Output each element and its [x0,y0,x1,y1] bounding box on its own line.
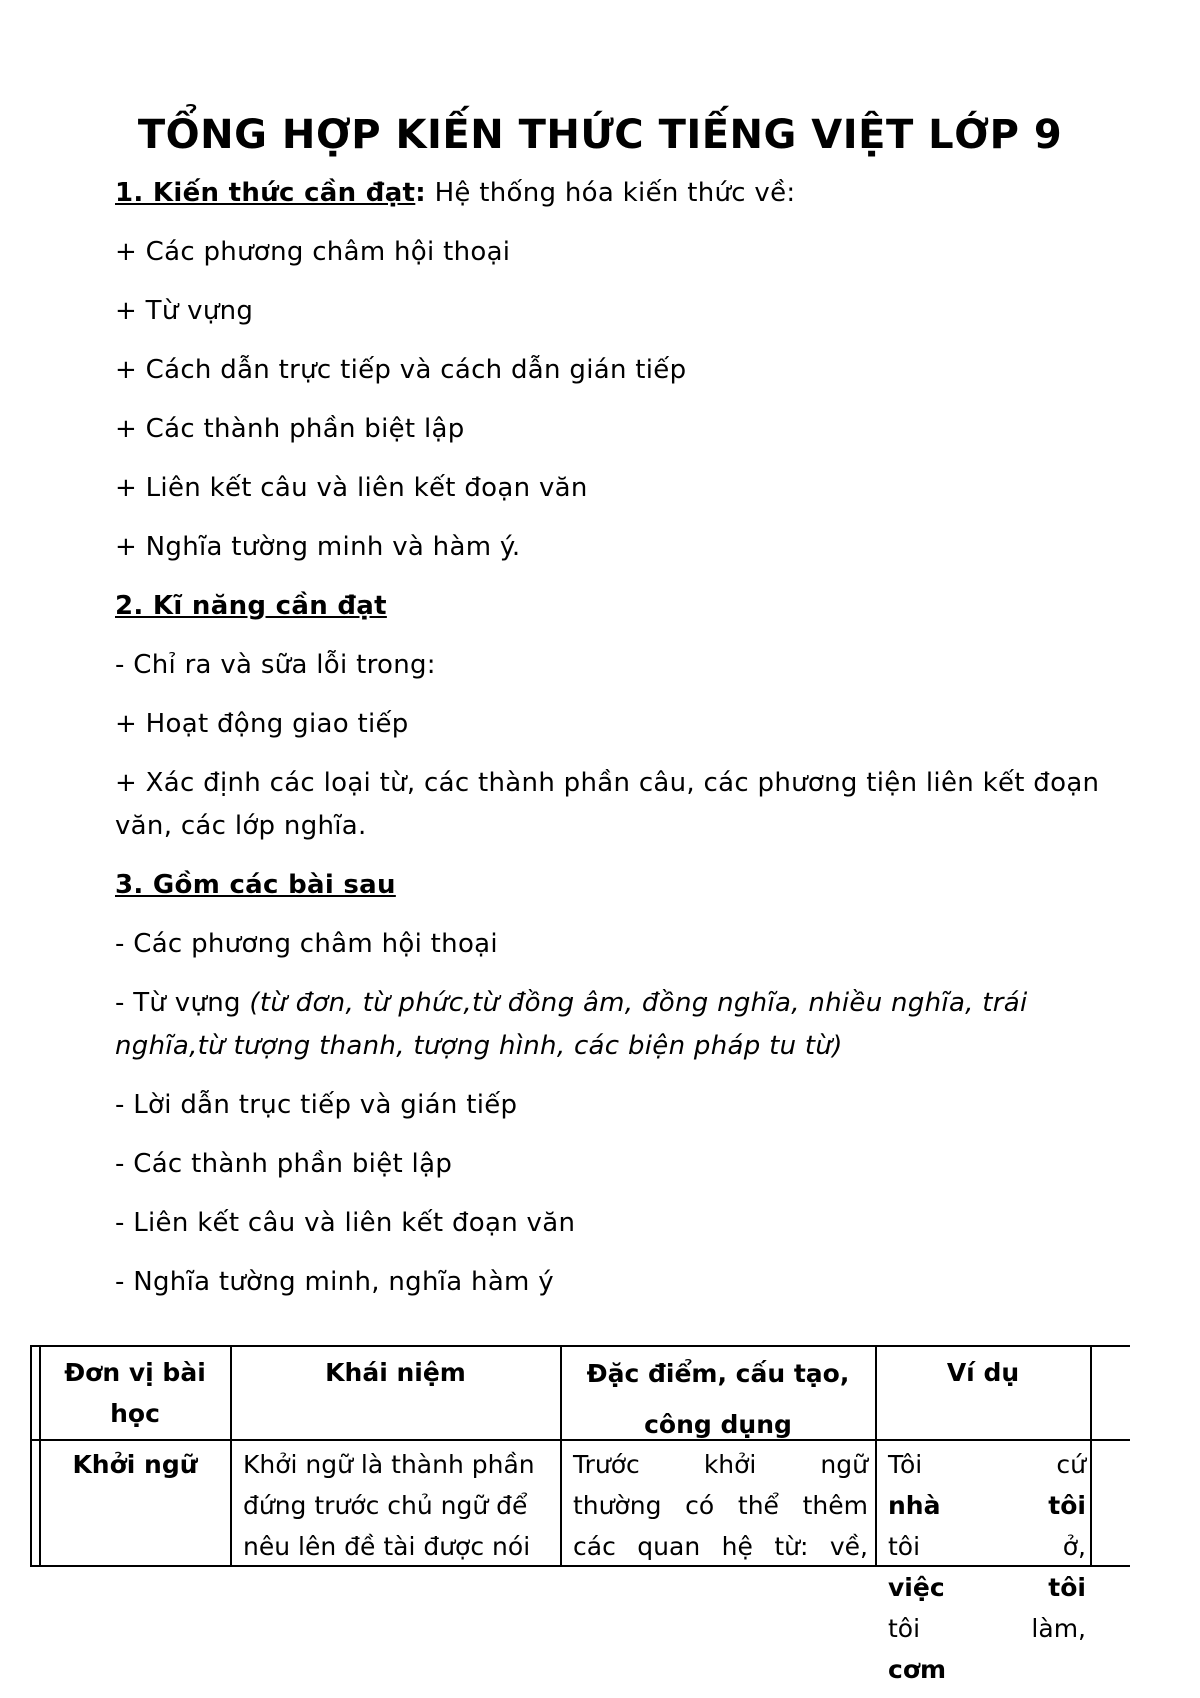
page-title: TỔNG HỢP KIẾN THỨC TIẾNG VIỆT LỚP 9 [137,112,1063,158]
table-cell-features [573,1444,868,1567]
example-text: tôi ở, [888,1532,1086,1561]
example-line [888,1526,1086,1608]
table-border [1090,1345,1092,1567]
section2-heading: 2. Kĩ năng cần đạt [115,591,387,621]
section2-item: + Hoạt động giao tiếp [115,709,409,739]
section3-item: - Các thành phần biệt lập [115,1149,453,1179]
section3-item: - Các phương châm hội thoại [115,929,498,959]
example-text: tôi làm, [888,1614,1086,1643]
section1-item: + Cách dẫn trực tiếp và cách dẫn gián tiếp [115,355,687,385]
section3-item: - Lời dẫn trục tiếp và gián tiếp [115,1090,518,1120]
example-text: Tôi cứ [888,1450,1086,1479]
example-emphasis: cơm [888,1655,947,1684]
section2-item: - Chỉ ra và sữa lỗi trong: [115,650,436,680]
example-emphasis: nhà tôi [888,1491,1086,1520]
section3-item: - Liên kết câu và liên kết đoạn văn [115,1208,576,1238]
concept-line: đứng trước chủ ngữ để [243,1491,528,1520]
table-border [30,1345,32,1567]
section1-item: + Các phương châm hội thoại [115,237,511,267]
example-line [888,1444,1086,1526]
vocabulary-label: - Từ vựng [115,988,250,1018]
section1-item: + Liên kết câu và liên kết đoạn văn [115,473,588,503]
section3-item-vocabulary [115,982,1105,1068]
section1-item: + Từ vựng [115,296,254,326]
table-header-features: Đặc điểm, cấu tạo, công dụng [586,1359,850,1439]
concept-line: nêu lên đề tài được nói [243,1532,531,1561]
section1-item: + Các thành phần biệt lập [115,414,465,444]
features-line: các quan hệ từ: về, [573,1532,868,1561]
section1-item: + Nghĩa tường minh và hàm ý. [115,532,521,562]
table-border [39,1345,41,1567]
section2-item: + Xác định các loại từ, các thành phần câu, các phương tiện liên kết đoạn văn, các lớp nghĩa. [115,768,1100,841]
section3-heading: 3. Gồm các bài sau [115,870,396,900]
table-cell-example [888,1444,1086,1690]
vocabulary-detail: (từ đơn, từ phức,từ đồng âm, đồng nghĩa, nhiều nghĩa, trái nghĩa,từ tượng thanh, tượng hình, các biện pháp tu từ) [115,988,1028,1061]
table-border [230,1345,232,1567]
table-header-unit: Đơn vị bài học [64,1358,206,1428]
table-cell-unit: Khởi ngữ [72,1450,198,1479]
concept-line: Khởi ngữ là thành phần [243,1450,535,1479]
table-border [875,1345,877,1567]
section1-intro: Hệ thống hóa kiến thức về: [426,178,796,208]
summary-table [30,1345,1130,1684]
table-header-concept: Khái niệm [325,1358,466,1387]
table-header-example: Ví dụ [946,1358,1020,1387]
section1-line [115,172,1105,215]
section1-heading: 1. Kiến thức cần đạt [115,178,416,208]
example-emphasis: việc tôi [888,1573,1086,1602]
table-border [30,1345,1130,1347]
table-border [560,1345,562,1567]
features-line: Trước khởi ngữ [573,1450,868,1479]
table-cell-concept [243,1444,553,1567]
features-line: thường có thể thêm [573,1491,868,1520]
section3-item: - Nghĩa tường minh, nghĩa hàm ý [115,1267,554,1297]
example-line [888,1608,1086,1690]
section1-colon: : [415,178,426,208]
